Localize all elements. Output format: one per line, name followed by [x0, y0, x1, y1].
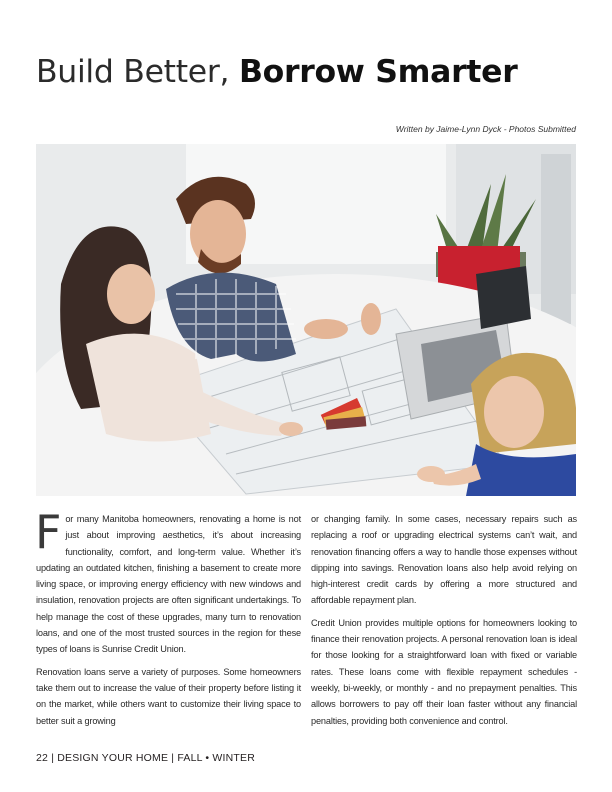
article-paragraph-4: Credit Union provides multiple options for homeowners looking to finance their renovation projects. A personal renovation loan is ideal for those looking for a straightforward loan with fixed or variable rates. These loans come with flexible repayment schedules - weekly, bi-weekly, or monthly - and no prepayment penalties. This allows borrowers to pay off their loan faster without any financial penalties, providing both convenience and control. [311, 617, 577, 726]
byline: Written by Jaime-Lynn Dyck - Photos Submitted [395, 124, 576, 134]
drop-cap: F [35, 505, 62, 559]
article-paragraph-1 [35, 505, 301, 658]
title-bold-part: Borrow Smarter [238, 54, 518, 90]
article-column-left [35, 505, 301, 735]
article-paragraph-3: or changing family. In some cases, necessary repairs such as replacing a roof or upgrading electrical systems can’t wait, and renovation financing offers a way to handle those expenses without dipping into savings. Renovation loans also help avoid relying on high-interest credit cards by offering a more structured and affordable repayment plan. [311, 514, 577, 606]
article-column-right [311, 511, 577, 735]
page-title [36, 52, 517, 92]
title-light-part: Build Better, [36, 54, 239, 90]
paragraph-1-text: or many Manitoba homeowners, renovating a home is not just about improving aesthetics, it’s about increasing functionality, comfort, and long-term value. Whether it’s updating an outdated kitchen, finishing a basement to create more living space, or improving energy efficiency with new windows and insulation, renovation projects are often significant undertakings. To help manage the cost of these upgrades, many turn to renovation loans, and one of the most trusted sources in the region for these types of loans is Sunrise Credit Union. [36, 514, 301, 655]
article-paragraph-2: Renovation loans serve a variety of purposes. Some homeowners take them out to increase the value of their property before listing it on the market, while others want to customize their living space to better suit a growing [36, 666, 301, 726]
hero-photo [36, 144, 576, 496]
photo-illustration [36, 144, 576, 496]
page-footer: 22 | DESIGN YOUR HOME | FALL • WINTER [36, 752, 255, 764]
